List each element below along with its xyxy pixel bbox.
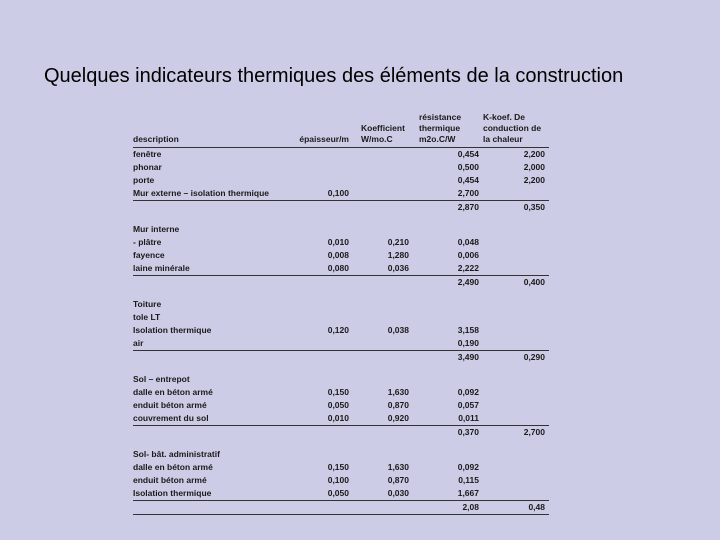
row-k-coefficient bbox=[483, 373, 549, 386]
group-spacer bbox=[133, 289, 549, 298]
total-k-coefficient: 2,700 bbox=[483, 426, 549, 440]
group-total-row bbox=[133, 426, 549, 440]
row-k-coefficient bbox=[483, 223, 549, 236]
row-resistance bbox=[419, 223, 483, 236]
row-coefficient bbox=[355, 373, 419, 386]
row-coefficient: 0,038 bbox=[387, 325, 409, 335]
row-k-coefficient bbox=[483, 399, 549, 412]
row-thickness bbox=[283, 311, 355, 324]
thermal-indicators-table bbox=[133, 112, 549, 515]
row-resistance: 3,158 bbox=[457, 325, 479, 335]
row-description: couvrement du sol bbox=[133, 413, 209, 423]
row-description: fayence bbox=[133, 250, 165, 260]
table-row bbox=[133, 487, 549, 501]
table-row bbox=[133, 298, 549, 311]
row-k-coefficient bbox=[483, 311, 549, 324]
thermal-indicators-table-wrap bbox=[133, 112, 549, 515]
row-k-coefficient bbox=[483, 448, 549, 461]
row-thickness: 0,100 bbox=[327, 188, 349, 198]
row-coefficient bbox=[355, 223, 419, 236]
table-row bbox=[133, 262, 549, 276]
row-thickness: 0,050 bbox=[327, 488, 349, 498]
row-description: Sol- bât. administratif bbox=[133, 449, 220, 459]
header-resistance: résistance thermique m2o.C/W bbox=[419, 112, 483, 148]
row-description: Mur interne bbox=[133, 224, 180, 234]
row-resistance: 2,222 bbox=[457, 263, 479, 273]
table-row bbox=[133, 448, 549, 461]
row-thickness: 0,150 bbox=[327, 462, 349, 472]
row-resistance: 0,048 bbox=[457, 237, 479, 247]
total-resistance: 2,490 bbox=[419, 276, 483, 290]
row-coefficient bbox=[355, 337, 419, 351]
group-spacer bbox=[133, 364, 549, 373]
row-description: dalle en béton armé bbox=[133, 387, 213, 397]
row-k-coefficient bbox=[483, 461, 549, 474]
total-resistance: 2,08 bbox=[419, 501, 483, 515]
table-row bbox=[133, 174, 549, 187]
row-thickness: 0,100 bbox=[327, 475, 349, 485]
row-description: laine minérale bbox=[133, 263, 190, 273]
table-row bbox=[133, 161, 549, 174]
row-thickness: 0,010 bbox=[327, 237, 349, 247]
row-coefficient: 0,870 bbox=[387, 400, 409, 410]
table-row bbox=[133, 399, 549, 412]
row-coefficient: 0,870 bbox=[387, 475, 409, 485]
row-k-coefficient bbox=[483, 487, 549, 501]
row-coefficient: 1,280 bbox=[387, 250, 409, 260]
row-k-coefficient bbox=[483, 187, 549, 201]
row-coefficient: 0,036 bbox=[387, 263, 409, 273]
header-description: description bbox=[133, 112, 283, 148]
row-resistance: 1,667 bbox=[457, 488, 479, 498]
header-coefficient: Koefficient W/mo.C bbox=[355, 112, 419, 148]
row-thickness bbox=[283, 223, 355, 236]
row-description: dalle en béton armé bbox=[133, 462, 213, 472]
table-row bbox=[133, 412, 549, 426]
table-header-row bbox=[133, 112, 549, 148]
header-k-coefficient: K-koef. De conduction de la chaleur bbox=[483, 112, 549, 148]
row-coefficient bbox=[355, 148, 419, 162]
header-thickness: épaisseur/m bbox=[283, 112, 355, 148]
row-resistance bbox=[419, 298, 483, 311]
row-thickness bbox=[283, 148, 355, 162]
group-spacer bbox=[133, 439, 549, 448]
row-coefficient bbox=[355, 174, 419, 187]
table-row bbox=[133, 474, 549, 487]
row-coefficient bbox=[355, 298, 419, 311]
row-description: Mur externe – isolation thermique bbox=[133, 188, 270, 198]
row-resistance: 0,011 bbox=[458, 413, 479, 423]
row-k-coefficient bbox=[483, 324, 549, 337]
total-k-coefficient: 0,400 bbox=[483, 276, 549, 290]
row-resistance bbox=[419, 373, 483, 386]
group-total-row bbox=[133, 276, 549, 290]
row-thickness bbox=[283, 373, 355, 386]
row-coefficient: 1,630 bbox=[387, 387, 409, 397]
table-row bbox=[133, 373, 549, 386]
table-row bbox=[133, 236, 549, 249]
row-resistance: 0,006 bbox=[457, 250, 479, 260]
row-coefficient bbox=[355, 311, 419, 324]
row-resistance bbox=[419, 311, 483, 324]
row-coefficient: 1,630 bbox=[387, 462, 409, 472]
row-k-coefficient bbox=[483, 474, 549, 487]
total-k-coefficient: 0,48 bbox=[483, 501, 549, 515]
group-total-row bbox=[133, 501, 549, 515]
row-k-coefficient bbox=[483, 386, 549, 399]
row-thickness bbox=[283, 174, 355, 187]
table-row bbox=[133, 311, 549, 324]
row-resistance: 0,092 bbox=[457, 462, 479, 472]
row-description: enduit béton armé bbox=[133, 475, 207, 485]
group-spacer bbox=[133, 214, 549, 223]
total-resistance: 0,370 bbox=[419, 426, 483, 440]
row-resistance: 0,190 bbox=[457, 338, 479, 348]
table-row bbox=[133, 324, 549, 337]
table-row bbox=[133, 148, 549, 162]
slide-title: Quelques indicateurs thermiques des éléments de la construction bbox=[44, 65, 624, 87]
row-thickness: 0,010 bbox=[327, 413, 349, 423]
row-resistance: 0,454 bbox=[457, 175, 479, 185]
row-resistance: 0,115 bbox=[458, 475, 479, 485]
row-thickness bbox=[283, 161, 355, 174]
row-k-coefficient: 2,200 bbox=[523, 175, 545, 185]
table-body bbox=[133, 148, 549, 515]
table-row bbox=[133, 223, 549, 236]
row-coefficient: 0,210 bbox=[387, 237, 409, 247]
group-total-row bbox=[133, 201, 549, 215]
row-description: Isolation thermique bbox=[133, 488, 212, 498]
row-description: Toiture bbox=[133, 299, 162, 309]
row-thickness: 0,050 bbox=[327, 400, 349, 410]
row-description: - plâtre bbox=[133, 237, 162, 247]
row-coefficient: 0,030 bbox=[387, 488, 409, 498]
table-row bbox=[133, 337, 549, 351]
row-description: tole LT bbox=[133, 312, 161, 322]
row-description: air bbox=[133, 338, 144, 348]
total-resistance: 2,870 bbox=[419, 201, 483, 215]
row-description: fenêtre bbox=[133, 149, 162, 159]
row-k-coefficient bbox=[483, 337, 549, 351]
row-coefficient: 0,920 bbox=[387, 413, 409, 423]
total-k-coefficient: 0,290 bbox=[483, 351, 549, 365]
row-thickness: 0,150 bbox=[327, 387, 349, 397]
row-description: Isolation thermique bbox=[133, 325, 212, 335]
row-description: Sol – entrepot bbox=[133, 374, 190, 384]
row-coefficient bbox=[355, 448, 419, 461]
row-k-coefficient bbox=[483, 412, 549, 426]
row-description: enduit béton armé bbox=[133, 400, 207, 410]
table-row bbox=[133, 187, 549, 201]
row-k-coefficient: 2,000 bbox=[523, 162, 545, 172]
row-thickness: 0,008 bbox=[327, 250, 349, 260]
row-thickness bbox=[283, 448, 355, 461]
row-coefficient bbox=[355, 161, 419, 174]
row-k-coefficient bbox=[483, 249, 549, 262]
row-k-coefficient bbox=[483, 298, 549, 311]
table-row bbox=[133, 461, 549, 474]
row-description: phonar bbox=[133, 162, 162, 172]
table-row bbox=[133, 249, 549, 262]
row-k-coefficient bbox=[483, 236, 549, 249]
row-resistance: 0,500 bbox=[457, 162, 479, 172]
row-resistance bbox=[419, 448, 483, 461]
row-coefficient bbox=[355, 187, 419, 201]
total-k-coefficient: 0,350 bbox=[483, 201, 549, 215]
row-resistance: 2,700 bbox=[457, 188, 479, 198]
row-thickness bbox=[283, 298, 355, 311]
row-resistance: 0,057 bbox=[457, 400, 479, 410]
row-k-coefficient: 2,200 bbox=[523, 149, 545, 159]
group-total-row bbox=[133, 351, 549, 365]
row-thickness: 0,120 bbox=[327, 325, 349, 335]
row-description: porte bbox=[133, 175, 155, 185]
row-thickness bbox=[283, 337, 355, 351]
row-resistance: 0,454 bbox=[457, 149, 479, 159]
row-resistance: 0,092 bbox=[457, 387, 479, 397]
table-row bbox=[133, 386, 549, 399]
row-thickness: 0,080 bbox=[327, 263, 349, 273]
total-resistance: 3,490 bbox=[419, 351, 483, 365]
row-k-coefficient bbox=[483, 262, 549, 276]
